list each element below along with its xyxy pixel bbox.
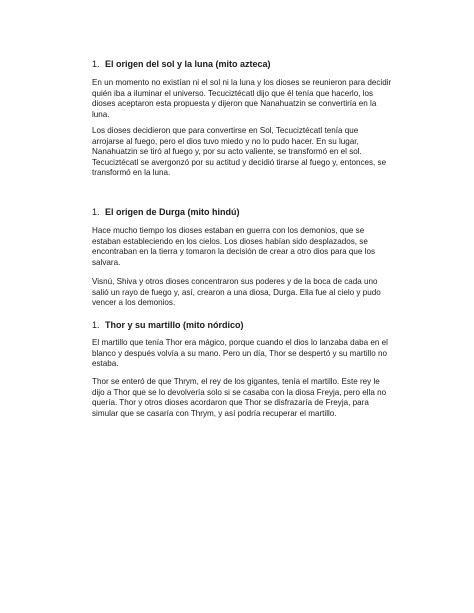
section-title: Thor y su martillo (mito nórdico) (105, 320, 244, 330)
section-title: El origen del sol y la luna (mito azteca) (105, 59, 271, 69)
paragraph: En un momento no existían ni el sol ni la luna y los dioses se reunieron para decidir quién iba a iluminar el universo. Tecuciztécatl dijo que él tenía que hacerlo, los dioses aceptaron esta propuesta y dijeron que Nanahuatzin se convertiría en la luna. (92, 78, 392, 119)
list-number: 1. (92, 320, 100, 330)
section-heading-2 (92, 206, 392, 218)
paragraph: Visnú, Shiva y otros dioses concentraron sus poderes y de la boca de cada uno salió un rayo de fuego y, así, crearon a una diosa, Durga. Ella fue al cielo y pudo vencer a los demonios. (92, 277, 381, 308)
paragraph: El martillo que tenía Thor era mágico, porque cuando el dios lo lanzaba daba en el blanco y después volvía a su mano. Pero un día, Thor se despertó y su martillo no estaba. (92, 338, 388, 369)
list-number: 1. (92, 207, 100, 217)
paragraph: Hace mucho tiempo los dioses estaban en guerra con los demonios, que se estaban estableciendo en los cielos. Los dioses habían sido desplazados, se encontraban en la tierra y tomaron la decisión de crear a otro dios para que los salvara. (92, 226, 375, 267)
section-heading-1 (92, 58, 392, 70)
section-heading-3 (92, 319, 392, 331)
list-number: 1. (92, 59, 100, 69)
paragraph: Thor se enteró de que Thrym, el rey de los gigantes, tenía el martillo. Este rey le dijo a Thor que se lo devolvería solo si se casaba con la diosa Freyja, pero ella no quería. Thor y otros dioses acordaron que Thor se disfrazaría de Freyja, para simular que se casaría con Thrym, y así podría recuperar el martillo. (92, 377, 387, 418)
section-title: El origen de Durga (mito hindú) (105, 207, 240, 217)
paragraph: Los dioses decidieron que para convertirse en Sol, Tecuciztécatl tenía que arrojarse al fuego, pero el dios tuvo miedo y no lo pudo hacer. En su lugar, Nanahuatzin se tiró al fuego y, por su acto valiente, se transformó en el sol. Tecuciztécatl se avergonzó por su actitud y decidió tirarse al fuego y, entonces, se transformó en la luna. (92, 126, 387, 178)
